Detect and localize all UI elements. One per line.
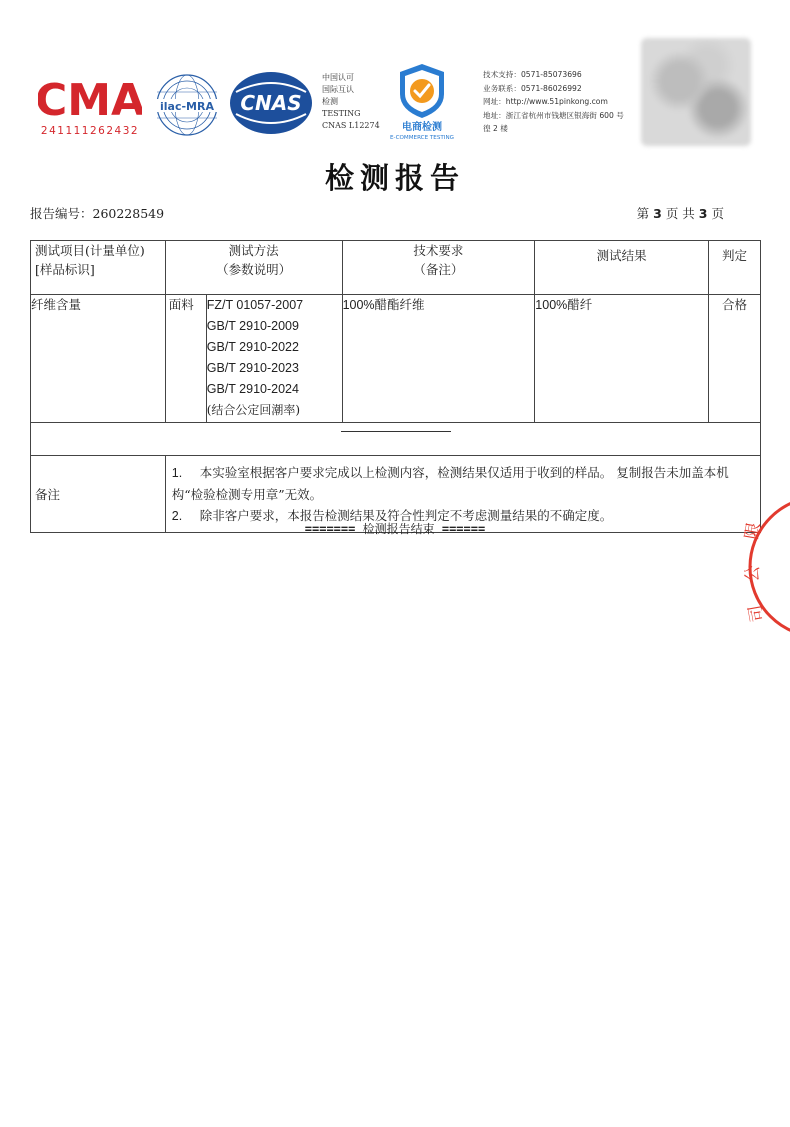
header-test-method-line2: （参数说明） [216, 262, 292, 277]
header-judgement: 判定 [709, 241, 761, 295]
report-end-marker [0, 520, 790, 537]
notes-label: 备注 [31, 456, 166, 533]
note-text: 除非客户要求，本报告检测结果及符合性判定不考虑测量结果的不确定度。 [199, 508, 613, 523]
note-number: 2. [171, 509, 183, 523]
table-row [31, 295, 761, 423]
header-requirement-line2: （备注） [413, 262, 464, 277]
cnas-logo [228, 70, 314, 136]
cell-judgement: 合格 [709, 295, 761, 423]
accreditation-line: CNAS L12274 [322, 121, 380, 130]
cell-requirement: 100%醋酯纤维 [342, 295, 535, 423]
report-title: 检测报告 [324, 161, 465, 195]
report-number: 报告编号：260228549 [30, 206, 165, 221]
stamp-text-char1: 限 [741, 520, 765, 542]
header-test-item-line2: [样品标识] [35, 262, 95, 277]
contact-address-cont: 徨 2 楼 [483, 124, 508, 133]
header-test-item [31, 241, 166, 295]
table-header-row [31, 241, 761, 295]
stamp-text-char2: 公 [742, 564, 764, 583]
standard-line: GB/T 2910-2022 [206, 340, 299, 354]
header-requirement-line1: 技术要求 [413, 243, 464, 258]
header-test-method [165, 241, 342, 295]
cnas-logo-text: CNAS [240, 91, 302, 115]
note-text: 本实验室根据客户要求完成以上检测内容，检测结果仅适用于收到的样品。 复制报告未加盖本机构“检验检测专用章”无效。 [171, 465, 729, 502]
standard-line: GB/T 2910-2024 [206, 382, 299, 396]
page-total: 3 [698, 206, 708, 221]
end-marker-text: 检测报告结束 [362, 522, 435, 536]
blurred-qr-code [641, 38, 751, 146]
page-prefix: 第 [636, 206, 650, 221]
standard-line: FZ/T 01057-2007 [206, 298, 304, 312]
page-middle: 页 共 [665, 206, 695, 221]
accreditation-text [322, 72, 380, 132]
contact-address: 地址：浙江省杭州市钱塘区银海街 600 号 [483, 110, 624, 120]
accreditation-line: TESTING [322, 109, 361, 118]
cell-standards [206, 295, 342, 423]
end-marker-right: ====== [441, 522, 486, 536]
accreditation-line: 检测 [322, 97, 338, 106]
ecommerce-logo-cn: 电商检测 [402, 122, 442, 133]
contact-website: 网址：http://www.51pinkong.com [483, 97, 608, 106]
cma-logo [38, 68, 142, 140]
official-seal-stamp [740, 492, 790, 642]
cell-test-item: 纤维含量 [31, 295, 166, 423]
stamp-text-char3: 司 [745, 603, 769, 624]
header-test-item-line1: 测试项目(计量单位) [35, 243, 145, 258]
page-suffix: 页 [711, 206, 724, 221]
header-result: 测试结果 [535, 241, 709, 295]
separator-cell [31, 423, 761, 456]
standard-line: GB/T 2910-2023 [206, 361, 299, 375]
separator-row [31, 423, 761, 456]
contact-business: 业务联系：0571-86026992 [483, 83, 582, 93]
ecommerce-logo-en: E-COMMERCE TESTING [390, 135, 454, 140]
accreditation-line: 中国认可 [322, 73, 354, 82]
note-number: 1. [171, 466, 183, 480]
standard-line: (结合公定回潮率) [206, 403, 301, 417]
page-current: 3 [653, 206, 662, 221]
cma-number: 241111262432 [40, 125, 140, 137]
cell-result: 100%醋纤 [535, 295, 709, 423]
note-item [172, 462, 754, 505]
contact-tech: 技术支持：0571-85073696 [483, 70, 582, 79]
header-test-method-line1: 测试方法 [228, 243, 279, 258]
ecommerce-testing-logo [384, 60, 460, 140]
accreditation-line: 国际互认 [322, 85, 354, 94]
cma-logo-text: CMA [38, 75, 142, 126]
cell-part: 面料 [165, 295, 206, 423]
contact-info [483, 68, 643, 136]
separator-line [341, 431, 451, 432]
standard-line: GB/T 2910-2009 [206, 319, 299, 333]
ilac-mra-logo [152, 72, 222, 138]
header-requirement [342, 241, 535, 295]
test-results-table [30, 240, 761, 533]
ilac-logo-text: ilac-MRA [160, 100, 214, 113]
end-marker-left: ======= [304, 522, 356, 536]
page-info [637, 204, 724, 222]
